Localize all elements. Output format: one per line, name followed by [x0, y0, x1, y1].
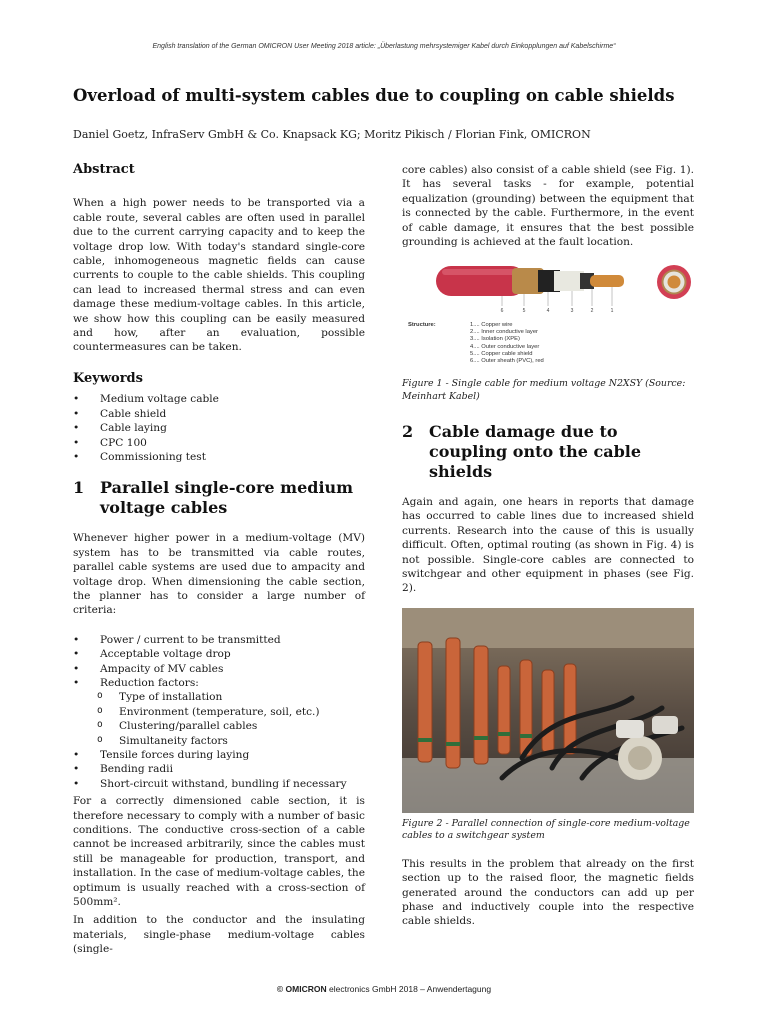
figure1-caption: Figure 1 - Single cable for medium voltage N2XSY (Source: Meinhart Kabel) — [402, 378, 686, 402]
list-item: • Short-circuit withstand, bundling if necessary — [73, 777, 365, 791]
right-column — [402, 163, 694, 929]
list-item: 6.... Outer sheath (PVC), red — [470, 358, 544, 365]
page-title: Overload of multi-system cables due to coupling on cable shields — [73, 86, 675, 105]
keywords-list — [73, 392, 365, 464]
cable-cross-section-illustration — [402, 260, 694, 320]
list-item: 2.... Inner conductive layer — [470, 329, 538, 336]
terminal-lug — [652, 716, 678, 734]
reduction-factors-list — [73, 690, 365, 748]
list-item: • Medium voltage cable — [73, 392, 365, 406]
footer-text: electronics GmbH 2018 – Anwendertagung — [326, 984, 492, 994]
section1-para2: For a correctly dimensioned cable section, it is therefore necessary to comply with a number of basic conditions. The conductive cross-section of a cable cannot be increased arbitrarily, since the cables must still be manageable for production, transport, and installation. In the case of medium-voltage cables, the optimum is usually reached with a cross-section of 500mm². — [73, 795, 365, 909]
list-item: • Cable shield — [73, 407, 365, 421]
list-item: • Cable laying — [73, 421, 365, 435]
section2-para2: This results in the problem that already on the first section up to the raised floor, the magnetic fields generated around the conductors can add up per phase and inductively couple into the respective cable shields. — [402, 857, 694, 928]
left-column — [73, 163, 365, 957]
terminal-lug — [616, 720, 644, 738]
figure-1 — [402, 260, 694, 372]
keywords-heading: Keywords — [73, 370, 143, 386]
section1-para3 — [73, 913, 365, 956]
abstract-heading: Abstract — [73, 162, 135, 177]
section-number: 2 — [402, 422, 414, 441]
layer-number: 2 — [590, 308, 594, 314]
section-title: Parallel single-core medium voltage cables — [100, 478, 354, 518]
layer-number: 3 — [570, 308, 574, 314]
structure-legend-list — [470, 322, 544, 365]
criteria-list — [73, 633, 365, 691]
section1-heading — [73, 478, 365, 518]
layer-number: 4 — [546, 308, 550, 314]
list-item: o Type of installation — [73, 690, 365, 704]
section1-para3-text: In addition to the conductor and the insulating materials, single-phase medium-voltage cables (single- — [73, 914, 365, 956]
criteria-list-more — [73, 748, 365, 791]
switchgear-cables-illustration — [402, 608, 694, 813]
list-item: 1.... Copper wire — [470, 322, 513, 328]
list-item: • Reduction factors: — [73, 676, 365, 690]
insulation-layer — [554, 271, 584, 291]
section1-intro: Whenever higher power in a medium-voltage (MV) system has to be transmitted via cable routes, parallel cable systems are used due to ampacity and voltage drop. When dimensioning the cable section, the planner has to consider a large number of criteria: — [73, 532, 365, 617]
structure-label: Structure: — [408, 322, 436, 328]
list-item: • Commissioning test — [73, 450, 365, 464]
list-item: o Simultaneity factors — [73, 734, 365, 748]
layer-number: 5 — [522, 308, 526, 314]
list-item: • Bending radii — [73, 762, 365, 776]
list-item: • Ampacity of MV cables — [73, 662, 365, 676]
list-item: o Clustering/parallel cables — [73, 719, 365, 733]
list-item: o Environment (temperature, soil, etc.) — [73, 705, 365, 719]
abstract-text: When a high power needs to be transported via a cable route, several cables are often used in parallel due to the current carrying capacity and to keep the voltage drop low. With today's standard single-core cable, inhomogeneous magnetic fields can cause currents to couple to the cable shields. This coupling can lead to increased thermal stress and can even damage these medium-voltage cables. In this article, we show how this coupling can be easily measured and how, after an evaluation, possible countermeasures can be taken. — [73, 197, 365, 354]
footer-brand: © OMICRON — [276, 984, 327, 994]
section1-para3-continued: core cables) also consist of a cable shield (see Fig. 1). It has several tasks - for example, potential equalization (grounding) between the equipment that is connected by the cable. Furthermore, in the event of cable damage, it ensures that the best possible grounding is achieved at the fault location. — [402, 164, 694, 249]
authors: Daniel Goetz, InfraServ GmbH & Co. Knapsack KG; Moritz Pikisch / Florian Fink, OMICRON — [73, 128, 591, 141]
layer-number: 1 — [610, 308, 614, 314]
list-item: • Acceptable voltage drop — [73, 647, 365, 661]
layer-number: 6 — [500, 308, 504, 314]
list-item: 5.... Copper cable shield — [470, 350, 533, 357]
list-item: • CPC 100 — [73, 436, 365, 450]
figure2-caption: Figure 2 - Parallel connection of single-core medium-voltage cables to a switchgear system — [402, 817, 690, 842]
insulator-ring — [628, 746, 652, 770]
list-item: 4.... Outer conductive layer — [470, 343, 540, 350]
layer-number-labels — [501, 308, 614, 314]
section2-para1: Again and again, one hears in reports that damage has occurred to cable lines due to increased shield currents. Research into the cause of this is usually difficult. Often, optimal routing (as shown in Fig. 4) is not possible. Single-core cables are connected to switchgear and other equipment in phases (see Fig. 2). — [402, 496, 694, 595]
copper-wire — [590, 275, 624, 287]
header-note: English translation of the German OMICRON User Meeting 2018 article: „Überlastung mehrsystemiger Kabel durch Einkopplungen auf Kabelschirme“ — [152, 43, 616, 50]
list-item: • Tensile forces during laying — [73, 748, 365, 762]
list-item: 3.... Isolation (XPE) — [470, 336, 520, 343]
section-number: 1 — [73, 478, 85, 498]
section-title: Cable damage due to coupling onto the cable shields — [429, 422, 642, 481]
figure-2-photo — [402, 608, 694, 813]
cable-end-core — [668, 276, 681, 289]
page-footer — [0, 984, 768, 994]
list-item: • Power / current to be transmitted — [73, 633, 365, 647]
section2-heading — [402, 422, 694, 482]
